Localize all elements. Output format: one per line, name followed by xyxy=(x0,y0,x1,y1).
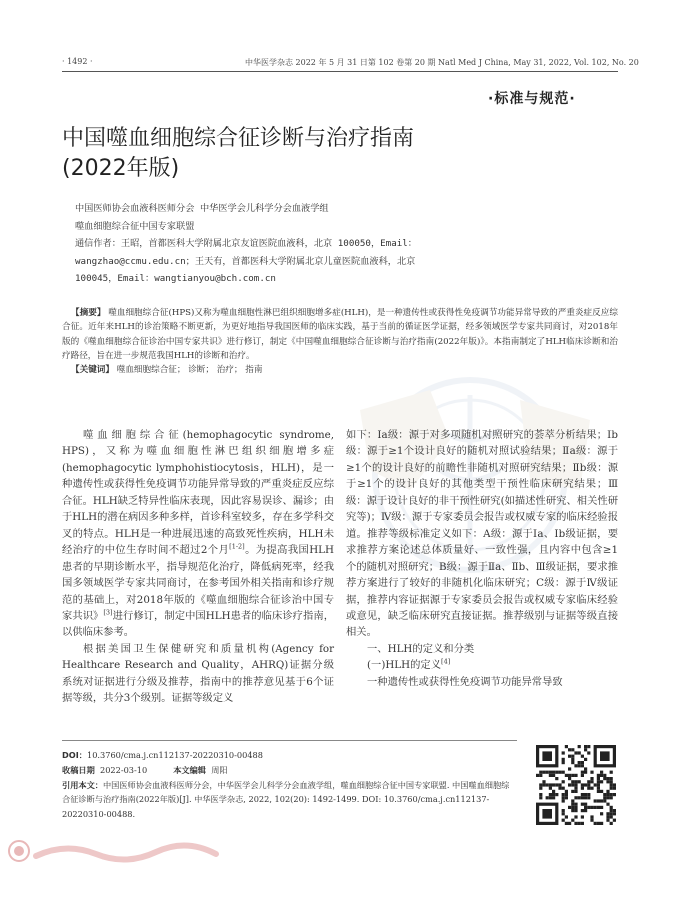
publisher-logo-icon xyxy=(6,838,236,864)
paragraph-text: 。为提高我国HLH患者的早期诊断水平，指导规范化治疗，降低病死率，经我国多领域医学专家共同商讨，在参考国外相关指南和诊疗规范的基础上，对2018年版的《噬血细胞综合征诊治中国专家共识》 xyxy=(62,544,334,622)
correspondence-line: wangzhao@ccmu.edu.cn；王天有，首都医科大学附属北京儿童医院血液科，北京 xyxy=(75,255,416,267)
keywords-text: 噬血细胞综合征； 诊断； 治疗； 指南 xyxy=(116,365,263,376)
section-tag: ·标准与规范· xyxy=(488,91,576,107)
cite-text: 中国医师协会血液科医师分会，中华医学会儿科学分会血液学组，噬血细胞综合征中国专家联盟. 中国噬血细胞综合征诊断与治疗指南(2022年版)[J]. 中华医学杂志, 2022, 102(20): 1492-1499. DOI: 10.3760/cma.j.cn112137-20220310-00488. xyxy=(62,779,510,820)
section-heading: 一、HLH的定义和分类 xyxy=(367,642,475,655)
qr-code-icon[interactable] xyxy=(536,745,616,825)
header-rule xyxy=(62,71,618,72)
footer-block xyxy=(62,748,517,822)
footer-rule xyxy=(62,740,517,741)
paragraph-text: 噬血细胞综合征(hemophagocytic syndrome, HPS)，又称为噬血细胞性淋巴组织细胞增多症(hemophagocytic lymphohistiocytosis，HLH)，是一种遗传性或获得性免疫调节功能异常导致的严重炎症反应综合征。HLH缺乏特异性临床表现，因此容易误诊、漏诊；由于HLH的潜在病因多种多样，首诊科室较多，存在多学科交叉的特点。HLH是一种进展迅速的高致死性疾病，HLH未经治疗的中位生存时间不超过2个月 xyxy=(62,429,334,557)
citation: [4] xyxy=(441,657,451,666)
doi-label: DOI： xyxy=(62,750,87,760)
correspondence-line: 100045，Email：wangtianyou@bch.com.cn xyxy=(75,273,276,284)
keywords-label: 【关键词】 xyxy=(71,365,114,376)
doi-line xyxy=(62,748,517,763)
article-title xyxy=(62,124,414,184)
doi-link[interactable]: 10.3760/cma.j.cn112137-20220310-00488 xyxy=(87,750,263,760)
right-column xyxy=(346,427,618,690)
abstract-label: 【摘要】 xyxy=(71,308,106,318)
page-number: · 1492 · xyxy=(62,57,93,66)
left-column xyxy=(62,427,334,707)
editor-label: 本文编辑 xyxy=(173,764,206,775)
editor-name: 周阳 xyxy=(211,764,228,775)
subsection-heading-text: (一)HLH的定义 xyxy=(367,659,442,672)
authors-line: 噬血细胞综合征中国专家联盟 xyxy=(75,220,195,232)
abstract-body: 噬血细胞综合征(HPS)又称为噬血细胞性淋巴组织细胞增多症(HLH)，是一种遗传性或获得性免疫调节功能异常导致的严重炎症反应综合征。近年来HLH的诊治策略不断更新，为更好地指导我国医师的临床实践，基于当前的循证医学证据，经多领域医学专家共同商讨，对2018年版的《噬血细胞综合征诊治中国专家共识》进行修订，制定《中国噬血细胞综合征诊断与治疗指南(2022年版)》。本指南制定了HLH临床诊断和治疗路径，旨在进一步规范我国HLH的诊断和治疗。 xyxy=(62,308,618,361)
authors-block xyxy=(75,200,545,288)
authors-line: 中国医师协会血液科医师分会 中华医学会儿科学分会血液学组 xyxy=(75,203,329,214)
correspondence-line: 通信作者：王昭，首都医科大学附属北京友谊医院血液科，北京 100050，Email： xyxy=(75,238,417,249)
paragraph: 一种遗传性或获得性免疫调节功能异常导致 xyxy=(367,675,563,688)
cite-label: 引用本文： xyxy=(62,779,103,790)
subsection-heading xyxy=(346,657,618,673)
paragraph-text: 进行修订，制定中国HLH患者的临床诊疗指南，以供临床参考。 xyxy=(62,609,335,639)
journal-header: 中华医学杂志 2022 年 5 月 31 日第 102 卷第 20 期 Natl Med J China, May 31, 2022, Vol. 102, No. 20 xyxy=(245,58,639,67)
paragraph: 如下：Ⅰa级：源于对多项随机对照研究的荟萃分析结果；Ⅰb级：源于≥1个设计良好的随机对照试验结果；Ⅱa级：源于≥1个的设计良好的前瞻性非随机对照研究结果；Ⅱb级：源于≥1个的设计良好的其他类型干预性临床研究结果；Ⅲ级：源于设计良好的非干预性研究(如描述性研究、相关性研究等)；Ⅳ级：源于专家委员会报告或权威专家的临床经验报道。推荐等级标准定义如下：A级：源于Ⅰa、Ⅰb级证据，要求推荐方案论述总体质量好、一致性强，且内容中包含≥1个的随机对照研究；B级：源于Ⅱa、Ⅱb、Ⅲ级证据，要求推荐方案进行了较好的非随机化临床研究；C级：源于Ⅳ级证据，推荐内容证据源于专家委员会报告或权威专家临床经验或意见，缺乏临床研究直接证据。推荐级别与证据等级直接相关。 xyxy=(346,429,618,639)
received-date: 2022-03-10 xyxy=(99,764,148,775)
title-line-2: (2022年版) xyxy=(62,156,180,181)
citation: [1-2] xyxy=(229,542,245,551)
citation: [3] xyxy=(103,608,113,617)
cite-line xyxy=(62,778,517,822)
paragraph xyxy=(62,427,334,641)
title-line-1: 中国噬血细胞综合征诊断与治疗指南 xyxy=(62,126,415,151)
paragraph: 根据美国卫生保健研究和质量机构(Agency for Healthcare Research and Quality，AHRQ)证据分级系统对证据进行分级及推荐，指南中的推荐意见基于6个证据等级，共分3个级别。证据等级定义 xyxy=(62,642,334,705)
received-label: 收稿日期 xyxy=(62,764,95,775)
received-line xyxy=(62,763,517,778)
